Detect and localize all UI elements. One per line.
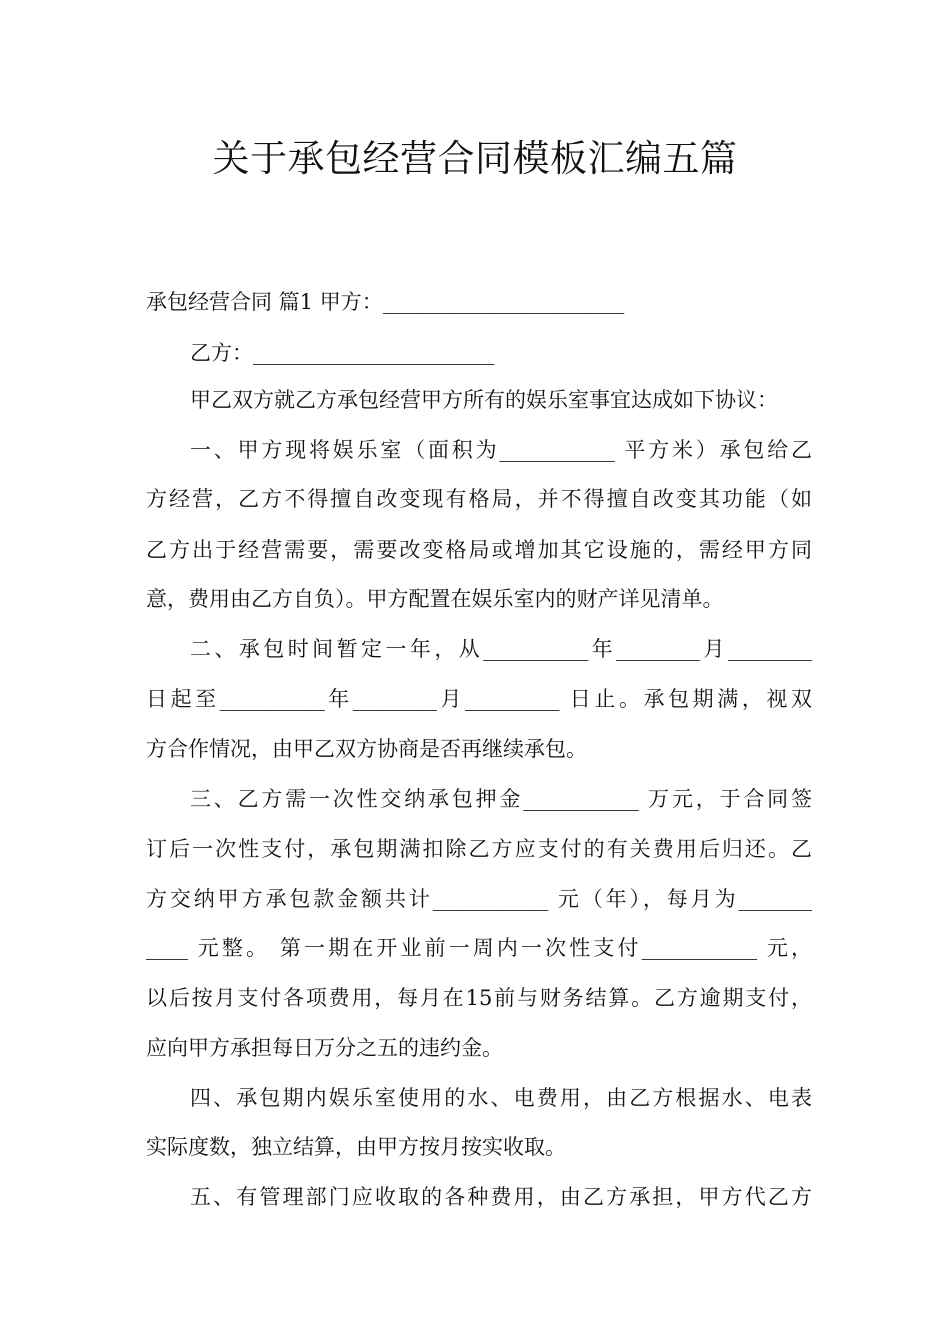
document-title: 关于承包经营合同模板汇编五篇 [212, 137, 738, 180]
clause-3-line-3: 方交纳甲方承包款金额共计___________ 元（年），每月为_______ [146, 887, 812, 911]
clause-1-line-2: 方经营，乙方不得擅自改变现有格局，并不得擅自改变其功能（如 [146, 487, 812, 511]
agreement-intro: 甲乙双方就乙方承包经营甲方所有的娱乐室事宜达成如下协议： [190, 388, 778, 412]
clause-3-line-1: 三、乙方需一次性交纳承包押金___________ 万元，于合同签 [190, 787, 812, 811]
clause-1-line-4: 意，费用由乙方自负）。甲方配置在娱乐室内的财产详见清单。 [146, 587, 724, 611]
clause-3-line-2: 订后一次性支付，承包期满扣除乙方应支付的有关费用后归还。乙 [146, 837, 812, 861]
clause-3-line-6: 应向甲方承担每日万分之五的违约金。 [146, 1036, 503, 1060]
clause-1-line-1: 一、甲方现将娱乐室（面积为___________ 平方米）承包给乙 [190, 438, 812, 462]
clause-3-line-5: 以后按月支付各项费用，每月在15前与财务结算。乙方逾期支付， [146, 986, 812, 1010]
party-b-line: 乙方：_______________________ [190, 341, 495, 365]
clause-2-line-1: 二、承包时间暂定一年，从__________年________月________ [190, 637, 812, 661]
clause-2-line-2: 日起至__________年________月_________ 日止。承包期满，视双 [146, 687, 812, 711]
clause-4-line-1: 四、承包期内娱乐室使用的水、电费用，由乙方根据水、电表 [190, 1086, 812, 1110]
clause-4-line-2: 实际度数，独立结算，由甲方按月按实收取。 [146, 1135, 566, 1159]
clause-5-line-1: 五、有管理部门应收取的各种费用，由乙方承担，甲方代乙方 [190, 1185, 812, 1209]
clause-2-line-3: 方合作情况，由甲乙双方协商是否再继续承包。 [146, 737, 587, 761]
clause-1-line-3: 乙方出于经营需要，需要改变格局或增加其它设施的，需经甲方同 [146, 538, 812, 562]
clause-3-line-4: ____ 元整。 第一期在开业前一周内一次性支付___________ 元， [146, 936, 812, 960]
contract-heading-line: 承包经营合同 篇1 甲方：_______________________ [146, 290, 625, 314]
